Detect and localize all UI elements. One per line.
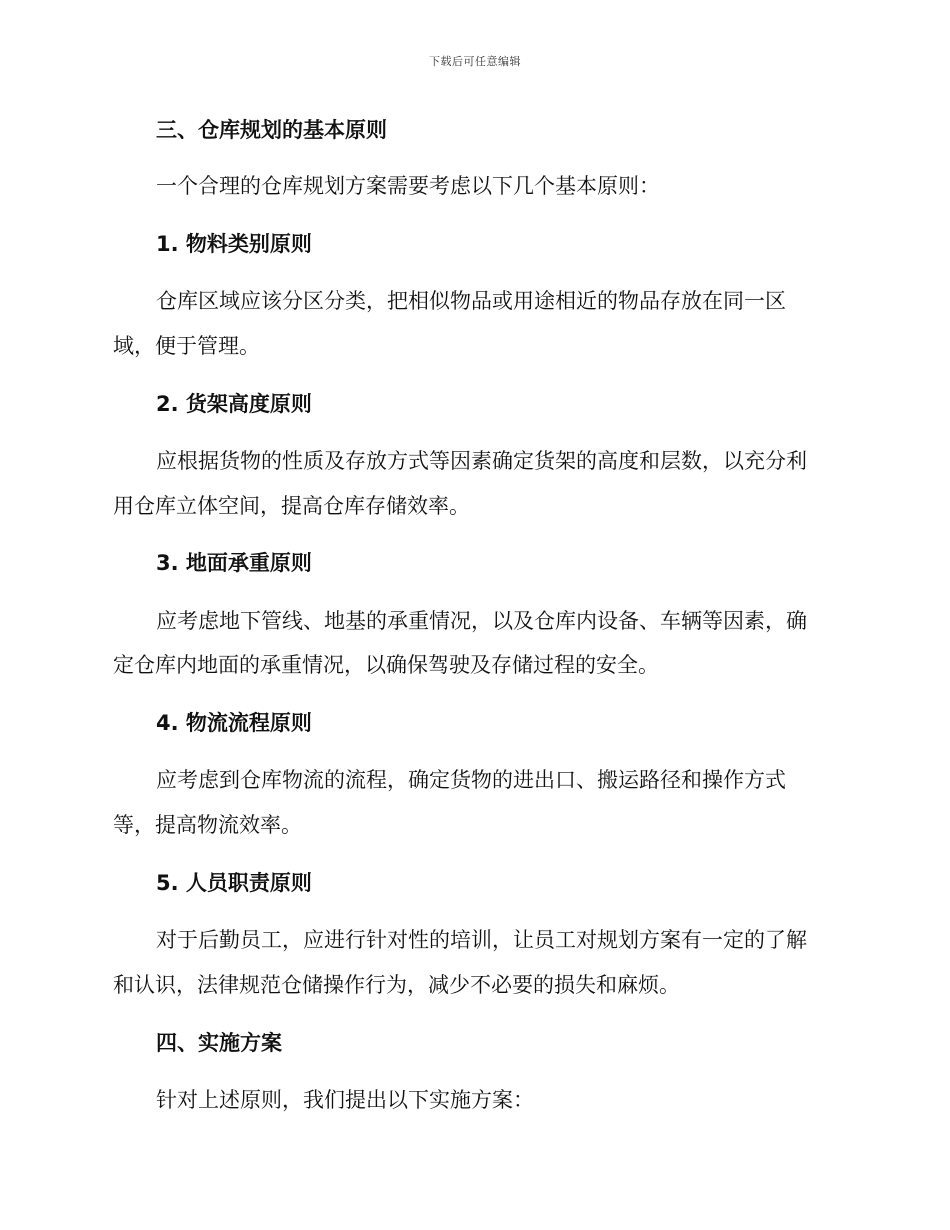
principle-4-title: 4. 物流流程原则 <box>156 711 312 735</box>
principle-4-text-line2: 等，提高物流效率。 <box>113 813 302 837</box>
implementation-intro: 针对上述原则，我们提出以下实施方案： <box>156 1088 534 1112</box>
page-header: 下载后可任意编辑 <box>429 55 521 68</box>
principle-1-text-line1: 仓库区域应该分区分类，把相似物品或用途相近的物品存放在同一区 <box>156 289 786 313</box>
principle-1-text-line2: 域，便于管理。 <box>113 334 260 358</box>
principle-5-text-line2: 和认识，法律规范仓储操作行为，减少不必要的损失和麻烦。 <box>113 973 680 997</box>
principle-2-text-line1: 应根据货物的性质及存放方式等因素确定货架的高度和层数，以充分利 <box>156 449 807 473</box>
principle-2-text-line2: 用仓库立体空间，提高仓库存储效率。 <box>113 494 470 518</box>
principle-3-text-line1: 应考虑地下管线、地基的承重情况，以及仓库内设备、车辆等因素，确 <box>156 609 807 633</box>
principles-intro: 一个合理的仓库规划方案需要考虑以下几个基本原则： <box>156 174 660 198</box>
principle-5-title: 5. 人员职责原则 <box>156 871 312 895</box>
principle-4-text-line1: 应考虑到仓库物流的流程，确定货物的进出口、搬运路径和操作方式 <box>156 768 786 792</box>
principle-5-text-line1: 对于后勤员工，应进行针对性的培训，让员工对规划方案有一定的了解 <box>156 928 807 952</box>
principle-3-text-line2: 定仓库内地面的承重情况，以确保驾驶及存储过程的安全。 <box>113 653 659 677</box>
principle-3-title: 3. 地面承重原则 <box>156 551 312 575</box>
principle-1-title: 1. 物料类别原则 <box>156 232 312 256</box>
section-heading-principles: 三、仓库规划的基本原则 <box>156 118 387 142</box>
section-heading-implementation: 四、实施方案 <box>156 1031 282 1055</box>
principle-2-title: 2. 货架高度原则 <box>156 392 312 416</box>
